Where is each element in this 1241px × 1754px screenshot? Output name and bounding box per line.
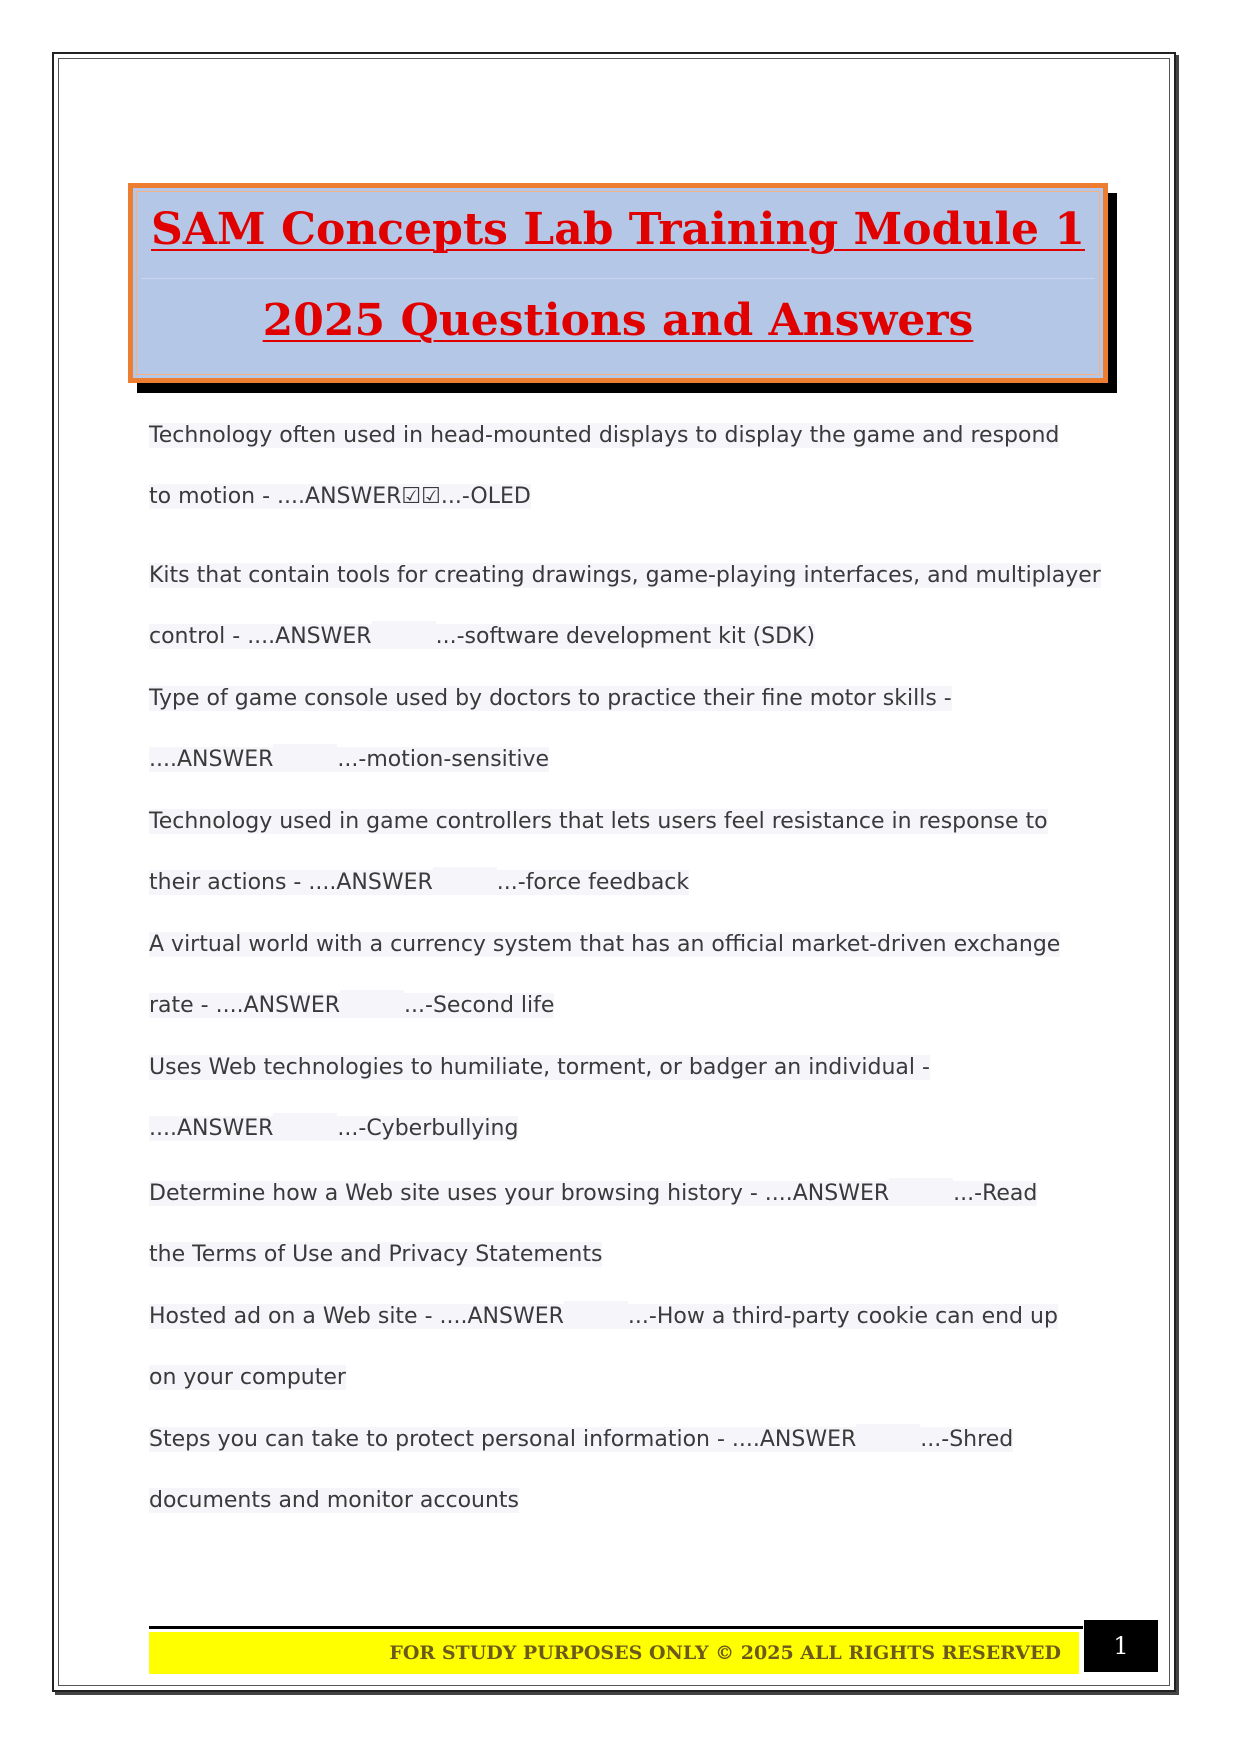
question-text-continued: control - bbox=[149, 624, 248, 649]
answer-gap bbox=[889, 1178, 953, 1200]
answer-marker-end: ... bbox=[496, 870, 518, 895]
answer-text-continued: on your computer bbox=[149, 1365, 346, 1390]
page-number: 1 bbox=[1113, 1632, 1129, 1660]
answer-gap bbox=[273, 744, 337, 766]
footer-bar bbox=[149, 1632, 1079, 1674]
question-text: Determine how a Web site uses your browsing history - bbox=[149, 1181, 765, 1206]
answer-text: -How a third-party cookie can end up bbox=[648, 1304, 1058, 1329]
question-text: Kits that contain tools for creating drawings, game-playing interfaces, and multiplayer bbox=[149, 563, 1101, 588]
answer-text: -Shred bbox=[941, 1427, 1014, 1452]
title-line-1: SAM Concepts Lab Training Module 1 bbox=[151, 204, 1085, 255]
qa-item-3 bbox=[149, 668, 1109, 790]
title-line-2: 2025 Questions and Answers bbox=[262, 295, 974, 346]
question-text-continued: their actions - bbox=[149, 870, 309, 895]
answer-marker: ....ANSWER bbox=[731, 1427, 857, 1452]
qa-item-8 bbox=[149, 1286, 1109, 1408]
answer-text: -Read bbox=[974, 1181, 1038, 1206]
title-box bbox=[128, 183, 1108, 383]
qa-item-4 bbox=[149, 791, 1109, 913]
answer-marker: ....ANSWER bbox=[149, 747, 274, 772]
answer-marker: ....ANSWER☑☑... bbox=[277, 484, 462, 509]
answer-text-continued: documents and monitor accounts bbox=[149, 1488, 520, 1513]
answer-text: -Second life bbox=[425, 993, 555, 1018]
answer-gap bbox=[372, 621, 436, 643]
page-number-box bbox=[1084, 1620, 1158, 1672]
answer-marker: ....ANSWER bbox=[247, 624, 372, 649]
answer-marker-end: ... bbox=[435, 624, 457, 649]
question-text: Technology often used in head-mounted displays to display the game and respond bbox=[149, 423, 1060, 448]
answer-text-continued: the Terms of Use and Privacy Statements bbox=[149, 1242, 603, 1267]
answer-marker: ....ANSWER bbox=[149, 1116, 274, 1141]
qa-item-9 bbox=[149, 1409, 1109, 1531]
footer-text: FOR STUDY PURPOSES ONLY © 2025 ALL RIGHTS RESERVED bbox=[389, 1642, 1061, 1664]
answer-gap bbox=[564, 1301, 628, 1323]
question-text: A virtual world with a currency system that has an official market-driven exchange bbox=[149, 932, 1061, 957]
answer-marker-end: ... bbox=[627, 1304, 649, 1329]
footer-rule bbox=[149, 1626, 1083, 1629]
answer-marker: ....ANSWER bbox=[215, 993, 341, 1018]
qa-item-1 bbox=[149, 405, 1109, 527]
answer-text: -force feedback bbox=[517, 870, 690, 895]
answer-text: -motion-sensitive bbox=[358, 747, 550, 772]
question-text-continued: to motion - bbox=[149, 484, 278, 509]
answer-marker-end: ... bbox=[920, 1427, 942, 1452]
answer-marker-end: ... bbox=[404, 993, 425, 1018]
answer-text: -OLED bbox=[461, 484, 531, 509]
qa-item-6 bbox=[149, 1037, 1109, 1159]
answer-gap bbox=[273, 1113, 337, 1135]
answer-marker-end: ... bbox=[953, 1181, 975, 1206]
qa-item-5 bbox=[149, 914, 1109, 1036]
qa-item-7 bbox=[149, 1163, 1109, 1285]
answer-marker: ....ANSWER bbox=[439, 1304, 564, 1329]
answer-gap bbox=[340, 990, 404, 1012]
answer-marker-end: ... bbox=[337, 1116, 359, 1141]
answer-marker: ....ANSWER bbox=[308, 870, 433, 895]
question-text: Hosted ad on a Web site - bbox=[149, 1304, 440, 1329]
question-text-continued: rate - bbox=[149, 993, 216, 1018]
question-text: Type of game console used by doctors to practice their fine motor skills - bbox=[149, 686, 952, 711]
answer-gap bbox=[856, 1424, 920, 1446]
question-text: Technology used in game controllers that lets users feel resistance in response to bbox=[149, 809, 1048, 834]
answer-marker-end: ... bbox=[337, 747, 359, 772]
answer-gap bbox=[433, 867, 497, 889]
question-text: Steps you can take to protect personal information - bbox=[149, 1427, 732, 1452]
title-divider bbox=[141, 278, 1095, 279]
question-text: Uses Web technologies to humiliate, torment, or badger an individual - bbox=[149, 1055, 930, 1080]
qa-item-2 bbox=[149, 545, 1109, 667]
answer-marker: ....ANSWER bbox=[764, 1181, 890, 1206]
answer-text: -Cyberbullying bbox=[358, 1116, 519, 1141]
answer-text: -software development kit (SDK) bbox=[456, 624, 816, 649]
